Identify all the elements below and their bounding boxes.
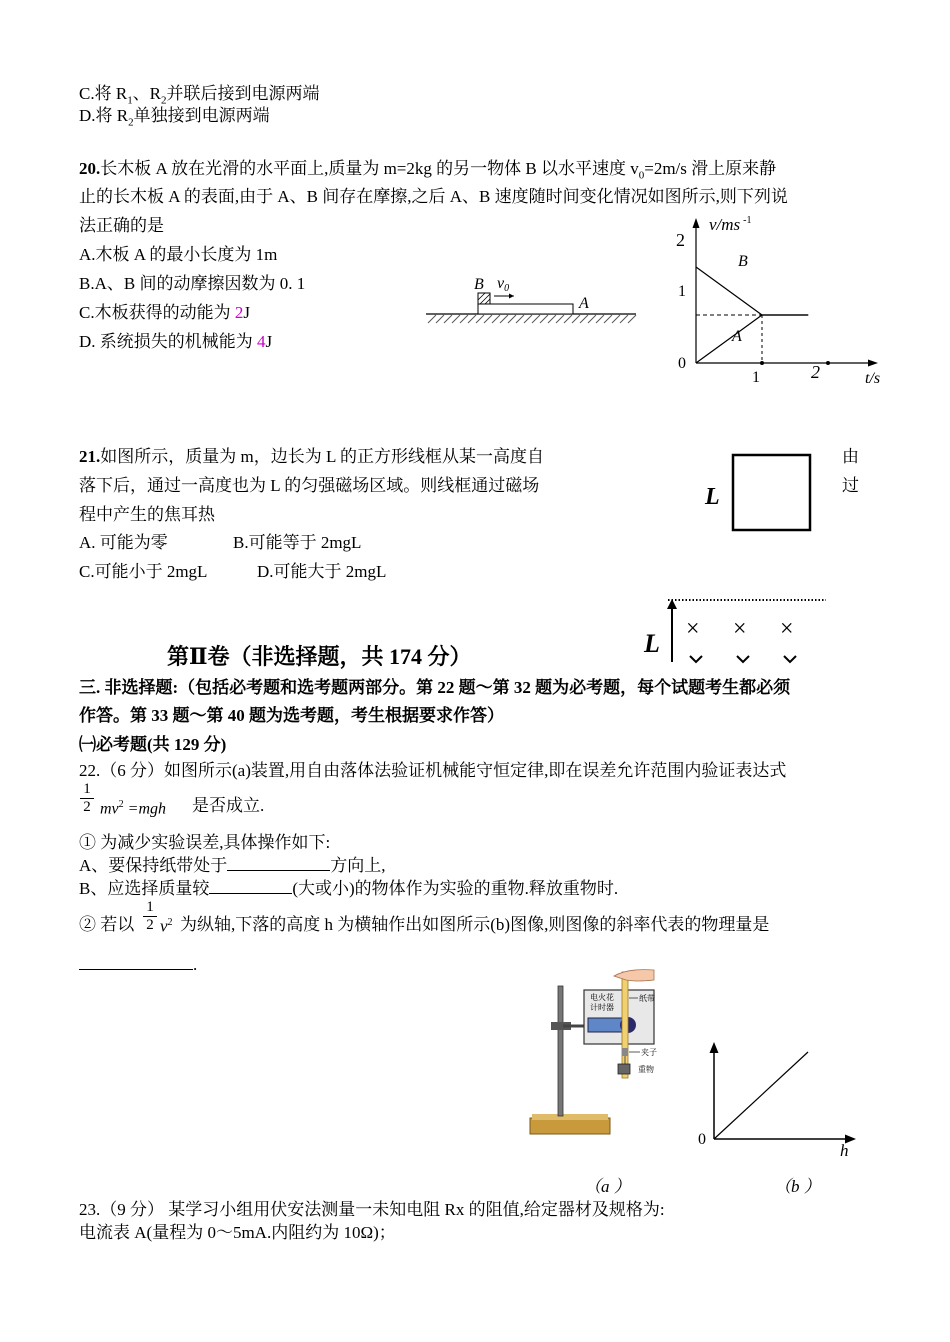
q22-expression: $mv^2 =mgh$	[100, 799, 167, 818]
answer-blank-mass[interactable]	[209, 877, 292, 894]
vt-origin: 0	[678, 355, 686, 372]
graph-b-x-label: h	[840, 1141, 849, 1160]
q20-stem-line3: 法正确的是	[79, 216, 164, 235]
q22-step-a: A、要保持纸带处于 方向上,	[79, 856, 386, 875]
q23-stem-line1: 23.（9 分） 某学习小组用伏安法测量一未知电阻 Rx 的阻值,给定器材及规格为:	[79, 1200, 665, 1219]
vt-x-tick-1: 1	[752, 369, 760, 386]
q23-stem-line2: 电流表 A(量程为 0～5mA.内阻约为 10Ω)；	[79, 1223, 396, 1242]
vt-x-tick-2: 2	[811, 362, 820, 382]
answer-blank-direction[interactable]	[227, 854, 330, 871]
q21-stem-line3: 程中产生的焦耳热	[79, 505, 215, 524]
vt-series-b	[696, 267, 808, 315]
q22-apparatus-figure	[528, 968, 688, 1153]
q21-stem-line2: 落下后，通过一高度也为 L 的匀强磁场区域。则线框通过磁场	[79, 476, 540, 495]
label-timer-2: 计时器	[590, 1003, 614, 1012]
q22-expression-tail: 是否成立.	[192, 796, 265, 815]
q20-option-d: D. 系统损失的机械能为 4J	[79, 332, 273, 351]
answer-blank-slope[interactable]	[79, 953, 193, 970]
q21-square-frame-figure	[700, 448, 820, 538]
q19-option-c: C.将 $R_1$、$R_2$并联后接到电源两端	[79, 84, 320, 107]
board-label-v: v	[497, 275, 505, 292]
vt-y-tick-2: 2	[676, 230, 685, 250]
field-x-mark: ×	[780, 616, 794, 642]
q21-option-a: A. 可能为零	[79, 533, 168, 552]
label-weight: 重物	[638, 1065, 654, 1074]
frac-denominator: 2	[143, 916, 157, 934]
field-label-l: L	[644, 629, 660, 658]
svg-text:v0	[497, 275, 509, 294]
vt-series-a	[696, 315, 808, 363]
vt-y-label: v/ms	[709, 215, 741, 234]
svg-text:v/ms-1	[709, 215, 752, 234]
vt-y-tick-1: 1	[678, 283, 686, 300]
weight	[618, 1064, 630, 1074]
part2-section-line1: 三. 非选择题:（包括必考题和选考题两部分。第 22 题～第 32 题为必考题，每个试题考生都必须	[79, 678, 791, 697]
board-label-a: A	[579, 295, 589, 312]
caption-a: （a ）	[584, 1177, 631, 1196]
q22-step2-answer: .	[79, 953, 197, 977]
board-a	[478, 304, 573, 314]
q20-vt-graph	[660, 208, 895, 388]
stand-base	[530, 1118, 610, 1134]
q22-step2-v: $v^2$	[160, 916, 173, 936]
vt-curve-b-label: B	[738, 253, 748, 270]
vt-curve-a-label: A	[732, 328, 742, 345]
square-frame	[733, 455, 810, 530]
q21-stem-line2-tail: 过	[842, 476, 859, 495]
stand-rod	[558, 986, 563, 1116]
q21-magnetic-field-figure	[640, 590, 830, 665]
part2-section-line2: 作答。第 33 题～第 40 题为选考题，考生根据要求作答）	[79, 706, 504, 725]
q21-option-d: D.可能大于 2mgL	[257, 562, 387, 581]
q22-step2-text: 为纵轴,下落的高度 h 为横轴作出如图所示(b)图像,则图像的斜率代表的物理量是	[180, 915, 770, 934]
label-clip: 夹子	[641, 1048, 657, 1057]
vt-y-arrow	[693, 218, 700, 228]
q20-board-figure	[420, 270, 650, 330]
board-label-b: B	[474, 276, 484, 293]
q22-step-b: B、应选择质量较 (大或小)的物体作为实验的重物.释放重物时.	[79, 879, 619, 898]
caption-b: （b ）	[774, 1177, 821, 1196]
graph-b-origin: 0	[698, 1131, 706, 1148]
label-timer: 电火花	[590, 993, 614, 1002]
vt-y-label-exp: -1	[743, 215, 752, 226]
q20-option-c: C.木板获得的动能为 2J	[79, 303, 250, 322]
vt-x-tick-mark	[826, 361, 830, 365]
frame-label-l: L	[705, 484, 720, 510]
board-label-v-sub: 0	[504, 283, 510, 294]
label-tape: 纸带	[639, 994, 655, 1003]
q21-stem-line1-tail: 由	[842, 447, 859, 466]
q21-stem-line1: 21.如图所示，质量为 m，边长为 L 的正方形线框从某一高度自	[79, 447, 544, 466]
q20-option-a: A.木板 A 的最小长度为 1m	[79, 245, 278, 264]
q22-graph-b	[690, 1036, 865, 1161]
q20-stem-line2: 止的长木板 A 的表面,由于 A、B 间存在摩擦,之后 A、B 速度随时间变化情况如图所示,则下列说	[79, 187, 788, 206]
q22-step1: ① 为减少实验误差,具体操作如下:	[79, 833, 331, 852]
vt-x-arrow	[868, 360, 878, 367]
q22-expr-fraction	[80, 781, 94, 816]
q20-stem-line1: 20.长木板 A 放在光滑的水平面上,质量为 m=2kg 的另一物体 B 以水平速度 $v_0=2m/s$ 滑上原来静	[79, 159, 777, 182]
frac-denominator: 2	[80, 798, 94, 816]
required-questions-header: ㈠必考题(共 129 分)	[79, 735, 227, 754]
q22-step2-fraction	[143, 899, 157, 934]
part2-title: 第Ⅱ卷（非选择题，共 174 分）	[167, 644, 472, 669]
frac-numerator: 1	[146, 899, 154, 915]
q21-option-c: C.可能小于 2mgL	[79, 562, 208, 581]
field-x-mark: ×	[733, 616, 747, 642]
vt-x-label: t/s	[865, 370, 881, 387]
q20-option-b: B.A、B 间的动摩擦因数为 0. 1	[79, 274, 306, 293]
graph-b-line	[714, 1052, 808, 1139]
q19-option-d: D.将 $R_2$单独接到电源两端	[79, 106, 270, 129]
vt-x-tick-mark	[760, 361, 764, 365]
field-x-mark: ×	[686, 616, 700, 642]
q22-step2: ② 若以	[79, 915, 135, 934]
q22-stem-line1: 22.（6 分）如图所示(a)装置,用自由落体法验证机械能守恒定律,即在误差允许范围内验证表达式	[79, 761, 787, 780]
q21-option-b: B.可能等于 2mgL	[233, 533, 362, 552]
frac-numerator: 1	[83, 781, 91, 797]
